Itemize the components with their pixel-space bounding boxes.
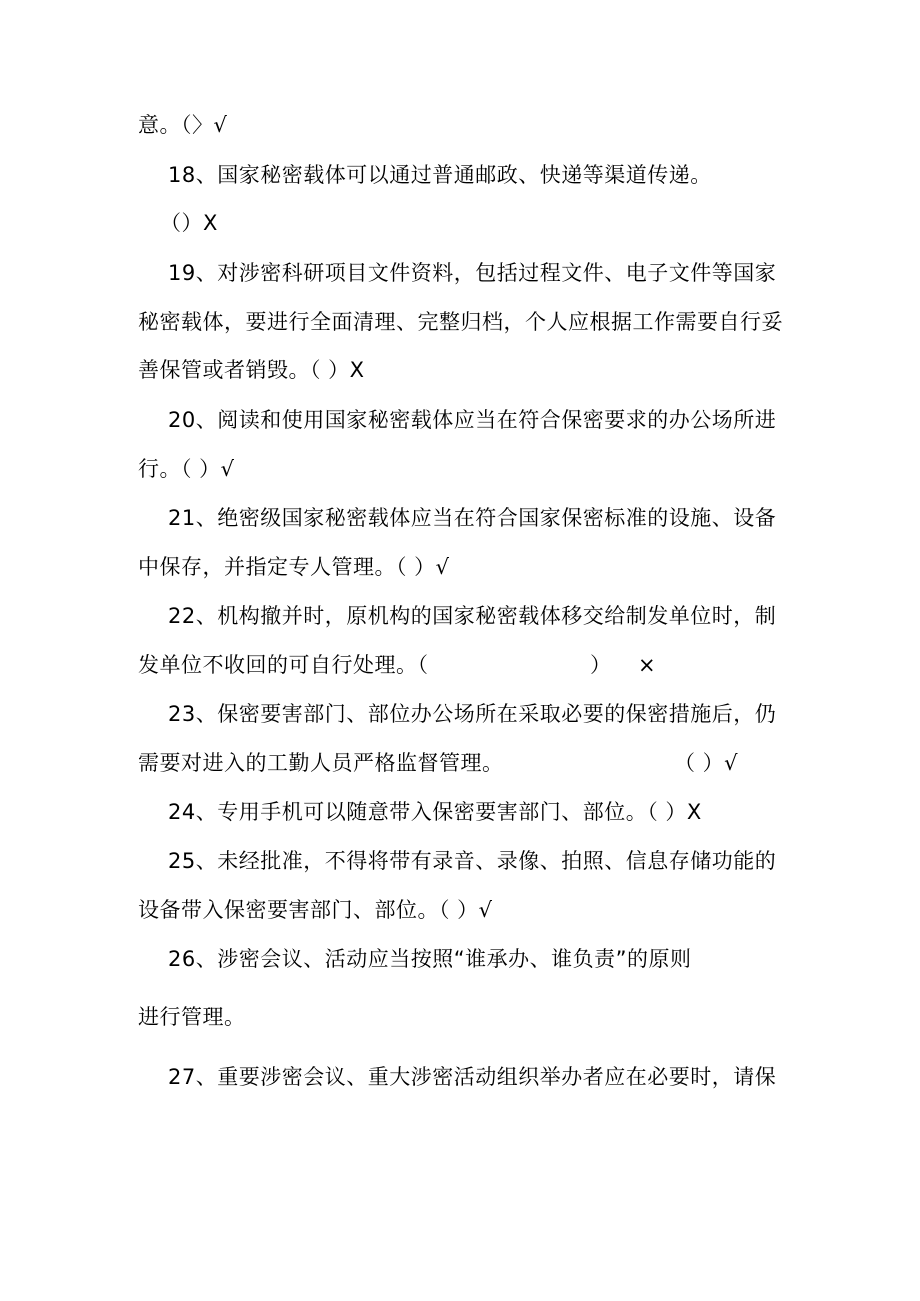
answer-18: （）X bbox=[160, 211, 218, 235]
question-25-line-1: 25、未经批准，不得将带有录音、录像、拍照、信息存储功能的 bbox=[168, 849, 777, 873]
question-18: 18、国家秘密载体可以通过普通邮政、快递等渠道传递。 bbox=[168, 163, 712, 187]
question-22-line-2: 发单位不收回的可自行处理。（ bbox=[138, 653, 429, 677]
question-26-line-1: 26、涉密会议、活动应当按照“谁承办、谁负责”的原则 bbox=[168, 947, 692, 971]
question-25-line-2: 设备带入保密要害部门、部位。（ ）√ bbox=[138, 898, 493, 922]
question-19-line-2: 秘密载体，要进行全面清理、完整归档，个人应根据工作需要自行妥 bbox=[138, 310, 783, 334]
question-20-line-1: 20、阅读和使用国家秘密载体应当在符合保密要求的办公场所进 bbox=[168, 408, 777, 432]
question-27-line-1: 27、重要涉密会议、重大涉密活动组织举办者应在必要时，请保 bbox=[168, 1065, 777, 1089]
question-23-line-2: 需要对进入的工勤人员严格监督管理。 bbox=[138, 751, 504, 775]
question-22-line-1: 22、机构撤并时，原机构的国家秘密载体移交给制发单位时，制 bbox=[168, 604, 777, 628]
question-21-line-1: 21、绝密级国家秘密载体应当在符合国家保密标准的设施、设备 bbox=[168, 506, 777, 530]
question-19-line-3: 善保管或者销毁。（ ）X bbox=[138, 358, 365, 382]
question-22-close-paren: ） bbox=[590, 653, 612, 677]
question-26-line-2: 进行管理。 bbox=[138, 1005, 246, 1029]
answer-22: × bbox=[638, 653, 657, 677]
question-21-line-2: 中保存，并指定专人管理。（ ）√ bbox=[138, 555, 450, 579]
question-20-line-2: 行。（ ）√ bbox=[138, 457, 235, 481]
question-24: 24、专用手机可以随意带入保密要害部门、部位。（ ）X bbox=[168, 800, 702, 824]
question-23-line-1: 23、保密要害部门、部位办公场所在采取必要的保密措施后，仍 bbox=[168, 702, 777, 726]
answer-23: （ ）√ bbox=[674, 751, 739, 775]
question-19-line-1: 19、对涉密科研项目文件资料，包括过程文件、电子文件等国家 bbox=[168, 261, 777, 285]
text-line-1: 意。（〉√ bbox=[138, 113, 228, 137]
